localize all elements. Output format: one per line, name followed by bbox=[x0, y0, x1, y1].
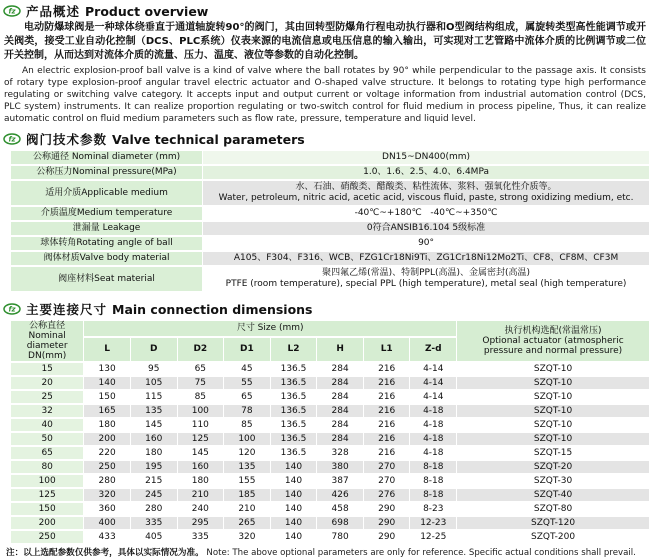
connection-dimensions-table-head bbox=[11, 321, 649, 361]
size-value-cell: 195 bbox=[131, 461, 177, 473]
size-value-cell: 145 bbox=[178, 447, 224, 459]
size-value-cell: 4-18 bbox=[410, 447, 456, 459]
size-value-cell: 136.5 bbox=[271, 377, 317, 389]
size-value-cell: 140 bbox=[271, 475, 317, 487]
size-value-cell: 180 bbox=[84, 419, 130, 431]
brand-logo-text: fz bbox=[8, 305, 16, 314]
size-value-cell: 250 bbox=[84, 461, 130, 473]
section-header-parameters bbox=[3, 131, 647, 147]
size-value-cell: 328 bbox=[317, 447, 363, 459]
size-value-cell: 400 bbox=[84, 517, 130, 529]
size-value-cell: 12-23 bbox=[410, 517, 456, 529]
size-value-cell: 140 bbox=[271, 503, 317, 515]
size-value-cell: 270 bbox=[364, 461, 410, 473]
size-value-cell: 165 bbox=[84, 405, 130, 417]
size-value-cell: 140 bbox=[271, 531, 317, 543]
actuator-cell: SZQT-10 bbox=[457, 419, 649, 431]
footnote-en: Note: The above optional parameters are only for reference. Specific actual conditions shall prevail. bbox=[206, 548, 636, 558]
parameter-value-line: Water, petroleum, nitric acid, acetic acid, viscous fluid, paste, strong oxidizing medium, etc. bbox=[218, 193, 634, 203]
size-value-cell: 360 bbox=[84, 503, 130, 515]
size-value-cell: 335 bbox=[131, 517, 177, 529]
size-value-cell: 115 bbox=[131, 391, 177, 403]
size-column-header: L1 bbox=[364, 338, 410, 361]
overview-paragraph-zh: 电动防爆球阀是一种球体绕垂直于通道轴旋转90°的阀门，其由回转型防爆角行程电动执行器和O型阀结构组成，属旋转类型高性能调节或开关阀类，接受工业自动化控制（DCS、PLC系统）仪表来源的电流信息或电压信息的输入输出，可实现对工艺管路中流体介质的比例调节或二位开关控制，从而达到对流体介质的流量、压力、温度、液位等参数的自动化控制。 bbox=[4, 22, 646, 61]
dn-cell: 65 bbox=[11, 447, 83, 459]
size-value-cell: 8-18 bbox=[410, 475, 456, 487]
dn-header-line-en2: DN(mm) bbox=[28, 351, 67, 361]
dimension-row bbox=[11, 475, 649, 487]
size-value-cell: 65 bbox=[178, 363, 224, 375]
oval-brand-logo-icon bbox=[3, 303, 21, 315]
size-value-cell: 458 bbox=[317, 503, 363, 515]
parameter-value-line: 聚四氟乙烯(常温)、特制PPL(高温)、金属密封(高温) bbox=[322, 268, 531, 278]
size-value-cell: 4-18 bbox=[410, 405, 456, 417]
size-value-cell: 405 bbox=[131, 531, 177, 543]
size-value-cell: 136.5 bbox=[271, 419, 317, 431]
actuator-column-header bbox=[457, 321, 649, 361]
size-value-cell: 276 bbox=[364, 489, 410, 501]
overview-title-zh: 产品概述 bbox=[26, 4, 81, 19]
dimension-row bbox=[11, 391, 649, 403]
size-value-cell: 155 bbox=[224, 475, 270, 487]
parameter-row bbox=[11, 151, 649, 164]
size-value-cell: 290 bbox=[364, 503, 410, 515]
dn-cell: 200 bbox=[11, 517, 83, 529]
parameter-value: 1.0、1.6、2.5、4.0、6.4MPa bbox=[203, 166, 649, 179]
dimension-row bbox=[11, 447, 649, 459]
size-value-cell: 180 bbox=[131, 447, 177, 459]
size-value-cell: 216 bbox=[364, 447, 410, 459]
brand-logo-text: fz bbox=[8, 7, 16, 16]
size-value-cell: 75 bbox=[178, 377, 224, 389]
brand-logo-text: fz bbox=[8, 135, 16, 144]
actuator-cell: SZQT-10 bbox=[457, 405, 649, 417]
size-value-cell: 245 bbox=[131, 489, 177, 501]
footnote bbox=[6, 548, 647, 559]
size-value-cell: 145 bbox=[131, 419, 177, 431]
size-column-header: D2 bbox=[178, 338, 224, 361]
parameter-value: DN15~DN400(mm) bbox=[203, 151, 649, 164]
dn-header-line-en1: Nominal diameter bbox=[26, 331, 68, 351]
valve-parameters-table bbox=[10, 149, 650, 293]
parameter-row bbox=[11, 166, 649, 179]
size-value-cell: 210 bbox=[178, 489, 224, 501]
size-value-cell: 110 bbox=[178, 419, 224, 431]
actuator-header-line-en1: Optional actuator (atmospheric bbox=[482, 336, 624, 346]
size-value-cell: 200 bbox=[84, 433, 130, 445]
size-value-cell: 433 bbox=[84, 531, 130, 543]
size-value-cell: 8-18 bbox=[410, 461, 456, 473]
parameter-label: 泄漏量 Leakage bbox=[11, 222, 202, 235]
dimension-row bbox=[11, 433, 649, 445]
size-value-cell: 4-14 bbox=[410, 363, 456, 375]
size-value-cell: 240 bbox=[178, 503, 224, 515]
actuator-cell: SZQT-10 bbox=[457, 363, 649, 375]
dimension-row bbox=[11, 461, 649, 473]
connection-dimensions-table bbox=[10, 319, 650, 545]
size-value-cell: 78 bbox=[224, 405, 270, 417]
overview-title-en: Product overview bbox=[85, 3, 209, 19]
size-value-cell: 426 bbox=[317, 489, 363, 501]
connection-dimensions-table-body bbox=[11, 363, 649, 543]
size-value-cell: 220 bbox=[84, 447, 130, 459]
dimension-row bbox=[11, 517, 649, 529]
size-value-cell: 284 bbox=[317, 405, 363, 417]
overview-paragraph-en: An electric explosion-proof ball valve is a kind of valve where the ball rotates by 90° while perpendicular to the passage axis. It consists of rotary type explosion-proof angular travel electric actuator and O-shaped valve structure. It belongs to rotating type high performance regulating or switching valve category. It accepts input and output current or voltage information from industrial automation control (DCS, PLC system) instruments. It can realize proportion regulating or two-switch control for fluid medium in process pipeline, Thus, it can realize automatic control on fluid medium parameters such as flow rate, pressure, temperature and liquid level. bbox=[4, 66, 646, 124]
size-value-cell: 284 bbox=[317, 419, 363, 431]
parameter-value bbox=[203, 181, 649, 205]
size-value-cell: 295 bbox=[178, 517, 224, 529]
parameters-title-en: Valve technical parameters bbox=[112, 131, 305, 147]
actuator-cell: SZQT-120 bbox=[457, 517, 649, 529]
parameter-label: 适用介质Applicable medium bbox=[11, 181, 202, 205]
size-value-cell: 290 bbox=[364, 517, 410, 529]
size-value-cell: 290 bbox=[364, 531, 410, 543]
parameter-row bbox=[11, 237, 649, 250]
size-value-cell: 180 bbox=[178, 475, 224, 487]
dn-cell: 20 bbox=[11, 377, 83, 389]
dimension-row bbox=[11, 489, 649, 501]
size-value-cell: 135 bbox=[131, 405, 177, 417]
dn-cell: 50 bbox=[11, 433, 83, 445]
size-value-cell: 4-14 bbox=[410, 391, 456, 403]
dn-column-header bbox=[11, 321, 83, 361]
size-value-cell: 136.5 bbox=[271, 363, 317, 375]
size-value-cell: 216 bbox=[364, 391, 410, 403]
dimension-row bbox=[11, 503, 649, 515]
parameter-label: 球体转角Rotating angle of ball bbox=[11, 237, 202, 250]
oval-brand-logo-icon bbox=[3, 5, 21, 17]
size-column-header: L2 bbox=[271, 338, 317, 361]
dimension-row bbox=[11, 363, 649, 375]
actuator-header-line-zh: 执行机构选配(常温常压) bbox=[504, 326, 602, 336]
size-value-cell: 140 bbox=[271, 517, 317, 529]
size-value-cell: 105 bbox=[131, 377, 177, 389]
size-column-header: D bbox=[131, 338, 177, 361]
size-column-header: L bbox=[84, 338, 130, 361]
dn-cell: 250 bbox=[11, 531, 83, 543]
size-value-cell: 8-23 bbox=[410, 503, 456, 515]
size-value-cell: 780 bbox=[317, 531, 363, 543]
parameter-row bbox=[11, 207, 649, 220]
size-value-cell: 136.5 bbox=[271, 433, 317, 445]
size-value-cell: 100 bbox=[224, 433, 270, 445]
parameter-value-line: PTFE (room temperature), special PPL (high temperature), metal seal (high temperature) bbox=[225, 279, 627, 289]
parameter-row bbox=[11, 267, 649, 291]
parameter-value bbox=[203, 267, 649, 291]
dn-header-line-zh: 公称直径 bbox=[29, 321, 66, 331]
size-value-cell: 160 bbox=[178, 461, 224, 473]
size-value-cell: 215 bbox=[131, 475, 177, 487]
parameter-value: 90° bbox=[203, 237, 649, 250]
size-value-cell: 210 bbox=[224, 503, 270, 515]
size-value-cell: 55 bbox=[224, 377, 270, 389]
size-value-cell: 120 bbox=[224, 447, 270, 459]
size-value-cell: 284 bbox=[317, 377, 363, 389]
size-column-header: D1 bbox=[224, 338, 270, 361]
parameter-label: 公称通径 Nominal diameter (mm) bbox=[11, 151, 202, 164]
dimensions-title-en: Main connection dimensions bbox=[112, 301, 313, 317]
size-value-cell: 320 bbox=[84, 489, 130, 501]
size-value-cell: 265 bbox=[224, 517, 270, 529]
size-value-cell: 140 bbox=[84, 377, 130, 389]
size-column-header: Z-d bbox=[410, 338, 456, 361]
size-value-cell: 4-18 bbox=[410, 433, 456, 445]
dimension-row bbox=[11, 531, 649, 543]
size-value-cell: 284 bbox=[317, 363, 363, 375]
dimension-row bbox=[11, 377, 649, 389]
parameter-label: 介质温度Medium temperature bbox=[11, 207, 202, 220]
dn-cell: 80 bbox=[11, 461, 83, 473]
parameter-label: 公称压力Nominal pressure(MPa) bbox=[11, 166, 202, 179]
actuator-cell: SZQT-20 bbox=[457, 461, 649, 473]
size-value-cell: 12-25 bbox=[410, 531, 456, 543]
parameters-title-zh: 阀门技术参数 bbox=[26, 132, 108, 147]
actuator-cell: SZQT-80 bbox=[457, 503, 649, 515]
dimension-row bbox=[11, 419, 649, 431]
actuator-cell: SZQT-30 bbox=[457, 475, 649, 487]
size-value-cell: 125 bbox=[178, 433, 224, 445]
size-value-cell: 698 bbox=[317, 517, 363, 529]
size-value-cell: 160 bbox=[131, 433, 177, 445]
size-value-cell: 150 bbox=[84, 391, 130, 403]
size-value-cell: 130 bbox=[84, 363, 130, 375]
size-value-cell: 280 bbox=[131, 503, 177, 515]
size-value-cell: 216 bbox=[364, 405, 410, 417]
dn-cell: 150 bbox=[11, 503, 83, 515]
dn-cell: 32 bbox=[11, 405, 83, 417]
dn-cell: 100 bbox=[11, 475, 83, 487]
actuator-cell: SZQT-200 bbox=[457, 531, 649, 543]
dn-cell: 15 bbox=[11, 363, 83, 375]
size-span-header: 尺寸 Size (mm) bbox=[84, 321, 456, 336]
size-value-cell: 100 bbox=[178, 405, 224, 417]
parameter-value-line: 水、石油、硝酸类、醋酸类、粘性流体、浆料、强氧化性介质等。 bbox=[295, 182, 557, 192]
size-value-cell: 140 bbox=[271, 461, 317, 473]
parameter-value: A105、F304、F316、WCB、FZG1Cr18Ni9Ti、ZG1Cr18Ni12Mo2Ti、CF8、CF8M、CF3M bbox=[203, 252, 649, 265]
size-value-cell: 335 bbox=[178, 531, 224, 543]
size-value-cell: 280 bbox=[84, 475, 130, 487]
parameter-label: 阀座材料Seat material bbox=[11, 267, 202, 291]
size-value-cell: 387 bbox=[317, 475, 363, 487]
size-value-cell: 135 bbox=[224, 461, 270, 473]
section-header-overview bbox=[3, 3, 647, 19]
size-value-cell: 270 bbox=[364, 475, 410, 487]
size-value-cell: 136.5 bbox=[271, 391, 317, 403]
size-value-cell: 8-18 bbox=[410, 489, 456, 501]
dn-cell: 125 bbox=[11, 489, 83, 501]
size-value-cell: 185 bbox=[224, 489, 270, 501]
actuator-cell: SZQT-40 bbox=[457, 489, 649, 501]
size-value-cell: 284 bbox=[317, 433, 363, 445]
size-value-cell: 95 bbox=[131, 363, 177, 375]
size-value-cell: 85 bbox=[178, 391, 224, 403]
size-value-cell: 4-18 bbox=[410, 419, 456, 431]
actuator-cell: SZQT-10 bbox=[457, 377, 649, 389]
parameter-value: -40℃~+180℃ -40℃~+350℃ bbox=[203, 207, 649, 220]
size-value-cell: 65 bbox=[224, 391, 270, 403]
parameter-label: 阀体材质Valve body material bbox=[11, 252, 202, 265]
actuator-cell: SZQT-15 bbox=[457, 447, 649, 459]
size-value-cell: 140 bbox=[271, 489, 317, 501]
dimensions-title-zh: 主要连接尺寸 bbox=[26, 302, 108, 317]
parameter-row bbox=[11, 181, 649, 205]
size-value-cell: 216 bbox=[364, 363, 410, 375]
dn-cell: 25 bbox=[11, 391, 83, 403]
size-value-cell: 320 bbox=[224, 531, 270, 543]
oval-brand-logo-icon bbox=[3, 133, 21, 145]
size-value-cell: 284 bbox=[317, 391, 363, 403]
valve-parameters-table-body bbox=[11, 151, 649, 291]
size-value-cell: 216 bbox=[364, 419, 410, 431]
parameter-row bbox=[11, 252, 649, 265]
size-value-cell: 4-14 bbox=[410, 377, 456, 389]
dimension-row bbox=[11, 405, 649, 417]
actuator-cell: SZQT-10 bbox=[457, 433, 649, 445]
footnote-zh: 注：以上选配参数仅供参考，具体以实际情况为准。 bbox=[6, 548, 204, 558]
size-column-header: H bbox=[317, 338, 363, 361]
size-value-cell: 216 bbox=[364, 433, 410, 445]
size-value-cell: 136.5 bbox=[271, 447, 317, 459]
size-value-cell: 380 bbox=[317, 461, 363, 473]
parameter-value: 0符合ANSIB16.104 5级标准 bbox=[203, 222, 649, 235]
actuator-cell: SZQT-10 bbox=[457, 391, 649, 403]
actuator-header-line-en2: pressure and normal pressure) bbox=[483, 346, 623, 356]
size-value-cell: 45 bbox=[224, 363, 270, 375]
size-value-cell: 136.5 bbox=[271, 405, 317, 417]
parameter-row bbox=[11, 222, 649, 235]
section-header-dimensions bbox=[3, 301, 647, 317]
dn-cell: 40 bbox=[11, 419, 83, 431]
size-value-cell: 85 bbox=[224, 419, 270, 431]
size-value-cell: 216 bbox=[364, 377, 410, 389]
